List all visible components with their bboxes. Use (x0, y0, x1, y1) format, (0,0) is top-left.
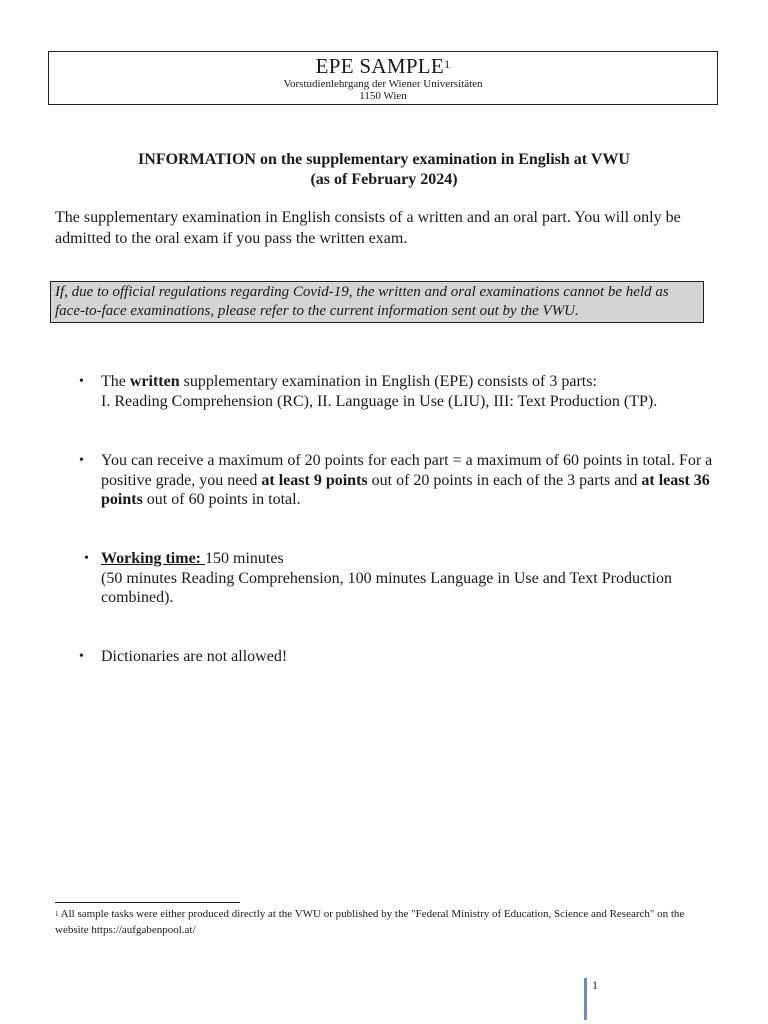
bullet-text: Dictionaries are not allowed! (101, 648, 288, 665)
covid-notice-box: If, due to official regulations regarding Covid-19, the written and oral examinations cannot be held as face-to-face examinations, please refer to the current information sent out by the VWU. (50, 281, 704, 323)
bullet-dot: • (84, 551, 89, 566)
info-heading-line1: INFORMATION on the supplementary examination in English at VWU (138, 151, 630, 168)
intro-paragraph: The supplementary examination in English consists of a written and an oral part. You will only be admitted to the oral exam if you pass the written exam. (55, 209, 681, 247)
bullet-text: out of 20 points in each of the 3 parts and (367, 471, 642, 489)
page-number: 1 (592, 978, 598, 992)
bullet-dot: • (79, 453, 84, 468)
bullet-points (79, 451, 721, 510)
page-number-bar (584, 978, 587, 1020)
bullet-working-time (84, 549, 721, 608)
institution-address: 1150 Wien (359, 90, 407, 102)
working-time-label: Working time: (101, 550, 205, 567)
bullet-text: supplementary examination in English (EPE) consists of 3 parts: (179, 373, 597, 390)
bullet-dictionaries (79, 647, 721, 667)
bullet-parts-list: I. Reading Comprehension (RC), II. Language in Use (LIU), III: Text Production (TP). (101, 392, 658, 410)
bullet-bold: at least 9 points (261, 471, 368, 489)
bullet-text: You can receive a maximum of 20 points for each part = a maximum of 60 points in total. For a positive grade, you need (101, 452, 713, 489)
footnote-ref: 1 (55, 910, 59, 918)
footnote-separator (55, 902, 240, 903)
working-time-value: 150 minutes (205, 550, 284, 567)
info-heading-line2: (as of February 2024) (310, 171, 458, 188)
institution-name: Vorstudienlehrgang der Wiener Universitäten (283, 78, 483, 90)
info-heading (0, 150, 768, 190)
bullet-dot: • (79, 649, 84, 664)
title-footnote-ref: 1 (444, 57, 451, 71)
bullet-text: The (101, 373, 130, 390)
bullet-text: out of 60 points in total. (142, 491, 301, 508)
footnote (55, 906, 715, 938)
bullet-bold: at least 36 points (101, 471, 710, 508)
document-title (49, 54, 717, 78)
bullet-bold: written (129, 373, 180, 390)
title-text: EPE SAMPLE (315, 54, 445, 78)
working-time-breakdown: (50 minutes Reading Comprehension, 100 minutes Language in Use and Text Production combined). (101, 569, 672, 606)
footnote-text: All sample tasks were either produced directly at the VWU or published by the "Federal Ministry of Education, Science and Research" on the website https://aufgabenpool.at/ (55, 908, 685, 936)
bullet-written-exam (79, 372, 731, 411)
bullet-dot: • (79, 374, 84, 389)
header-box (48, 51, 718, 105)
